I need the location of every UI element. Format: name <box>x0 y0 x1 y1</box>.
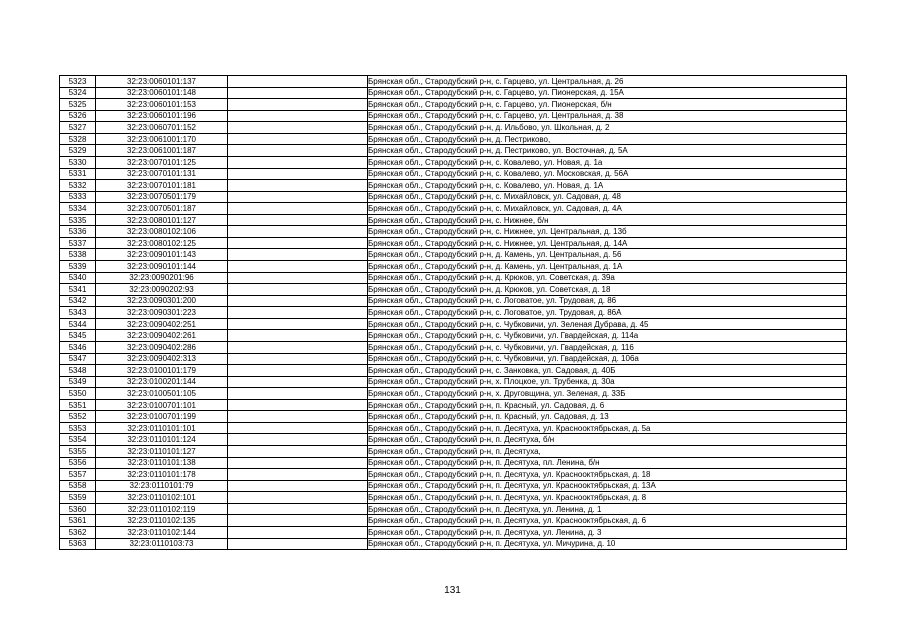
address-cell: Брянская обл., Стародубский р-н, п. Десятуха, ул. Краснооктябрьская, д. 13А <box>368 480 847 492</box>
table-row <box>60 446 847 458</box>
table-row <box>60 480 847 492</box>
cadastral-number-cell: 32:23:0080101:127 <box>96 214 228 226</box>
row-number-cell: 5332 <box>60 180 96 192</box>
address-cell: Брянская обл., Стародубский р-н, п. Десятуха, ул. Краснооктябрьская, д. 6 <box>368 515 847 527</box>
table-row <box>60 422 847 434</box>
table-row <box>60 376 847 388</box>
empty-note-cell <box>228 122 368 134</box>
row-number-cell: 5347 <box>60 353 96 365</box>
cadastral-number-cell: 32:23:0080102:125 <box>96 237 228 249</box>
address-cell: Брянская обл., Стародубский р-н, с. Чубковичи, ул. Гвардейская, д. 114а <box>368 330 847 342</box>
table-row <box>60 133 847 145</box>
table-row <box>60 295 847 307</box>
row-number-cell: 5355 <box>60 446 96 458</box>
empty-note-cell <box>228 376 368 388</box>
row-number-cell: 5340 <box>60 272 96 284</box>
table-row <box>60 226 847 238</box>
row-number-cell: 5349 <box>60 376 96 388</box>
empty-note-cell <box>228 133 368 145</box>
cadastral-number-cell: 32:23:0100701:199 <box>96 411 228 423</box>
empty-note-cell <box>228 87 368 99</box>
address-cell: Брянская обл., Стародубский р-н, с. Гарцево, ул. Центральная, д. 38 <box>368 110 847 122</box>
address-cell: Брянская обл., Стародубский р-н, д. Пестриково, ул. Восточная, д. 5А <box>368 145 847 157</box>
cadastral-number-cell: 32:23:0110101:127 <box>96 446 228 458</box>
address-cell: Брянская обл., Стародубский р-н, с. Чубковичи, ул. Зеленая Дубрава, д. 45 <box>368 318 847 330</box>
address-cell: Брянская обл., Стародубский р-н, д. Крюков, ул. Советская, д. 39а <box>368 272 847 284</box>
table-row <box>60 330 847 342</box>
empty-note-cell <box>228 237 368 249</box>
empty-note-cell <box>228 457 368 469</box>
row-number-cell: 5342 <box>60 295 96 307</box>
cadastral-number-cell: 32:23:0061001:170 <box>96 133 228 145</box>
row-number-cell: 5359 <box>60 492 96 504</box>
cadastral-number-cell: 32:23:0100701:101 <box>96 399 228 411</box>
table-row <box>60 411 847 423</box>
empty-note-cell <box>228 191 368 203</box>
table-row <box>60 469 847 481</box>
table-row <box>60 284 847 296</box>
row-number-cell: 5360 <box>60 503 96 515</box>
address-cell: Брянская обл., Стародубский р-н, с. Занковка, ул. Садовая, д. 40Б <box>368 365 847 377</box>
cadastral-number-cell: 32:23:0110103:73 <box>96 538 228 550</box>
empty-note-cell <box>228 318 368 330</box>
empty-note-cell <box>228 261 368 273</box>
row-number-cell: 5327 <box>60 122 96 134</box>
cadastral-number-cell: 32:23:0090202:93 <box>96 284 228 296</box>
empty-note-cell <box>228 526 368 538</box>
row-number-cell: 5331 <box>60 168 96 180</box>
empty-note-cell <box>228 226 368 238</box>
table-row <box>60 388 847 400</box>
table-row <box>60 145 847 157</box>
address-cell: Брянская обл., Стародубский р-н, с. Нижнее, ул. Центральная, д. 13б <box>368 226 847 238</box>
table-row <box>60 526 847 538</box>
table-row <box>60 203 847 215</box>
cadastral-number-cell: 32:23:0110102:135 <box>96 515 228 527</box>
row-number-cell: 5339 <box>60 261 96 273</box>
cadastral-number-cell: 32:23:0070501:187 <box>96 203 228 215</box>
address-cell: Брянская обл., Стародубский р-н, с. Чубковичи, ул. Гвардейская, д. 106а <box>368 353 847 365</box>
table-row <box>60 261 847 273</box>
table-row <box>60 538 847 550</box>
row-number-cell: 5345 <box>60 330 96 342</box>
empty-note-cell <box>228 365 368 377</box>
address-cell: Брянская обл., Стародубский р-н, с. Михайловск, ул. Садовая, д. 4А <box>368 203 847 215</box>
row-number-cell: 5324 <box>60 87 96 99</box>
row-number-cell: 5354 <box>60 434 96 446</box>
empty-note-cell <box>228 422 368 434</box>
table-row <box>60 168 847 180</box>
cadastral-number-cell: 32:23:0110101:124 <box>96 434 228 446</box>
table-row <box>60 237 847 249</box>
table-row <box>60 307 847 319</box>
address-cell: Брянская обл., Стародубский р-н, х. Плоцкое, ул. Трубенка, д. 30а <box>368 376 847 388</box>
table-row <box>60 434 847 446</box>
table-row <box>60 99 847 111</box>
empty-note-cell <box>228 492 368 504</box>
table-row <box>60 87 847 99</box>
table-row <box>60 110 847 122</box>
cadastral-number-cell: 32:23:0090402:261 <box>96 330 228 342</box>
cadastral-number-cell: 32:23:0100501:105 <box>96 388 228 400</box>
address-cell: Брянская обл., Стародубский р-н, х. Друговщина, ул. Зеленая, д. 33Б <box>368 388 847 400</box>
cadastral-number-cell: 32:23:0090201:96 <box>96 272 228 284</box>
empty-note-cell <box>228 249 368 261</box>
cadastral-number-cell: 32:23:0110102:144 <box>96 526 228 538</box>
address-cell: Брянская обл., Стародубский р-н, д. Камень, ул. Центральная, д. 1А <box>368 261 847 273</box>
cadastral-number-cell: 32:23:0090101:144 <box>96 261 228 273</box>
empty-note-cell <box>228 307 368 319</box>
cadastral-number-cell: 32:23:0070101:125 <box>96 156 228 168</box>
row-number-cell: 5358 <box>60 480 96 492</box>
cadastral-number-cell: 32:23:0100201:144 <box>96 376 228 388</box>
empty-note-cell <box>228 168 368 180</box>
row-number-cell: 5361 <box>60 515 96 527</box>
row-number-cell: 5352 <box>60 411 96 423</box>
cadastral-number-cell: 32:23:0090301:200 <box>96 295 228 307</box>
address-cell: Брянская обл., Стародубский р-н, с. Логоватое, ул. Трудовая, д. 86 <box>368 295 847 307</box>
table-row <box>60 180 847 192</box>
cadastral-number-cell: 32:23:0060101:196 <box>96 110 228 122</box>
cadastral-number-cell: 32:23:0070101:131 <box>96 168 228 180</box>
cadastral-number-cell: 32:23:0110102:101 <box>96 492 228 504</box>
address-cell: Брянская обл., Стародубский р-н, п. Десятуха, ул. Ленина, д. 3 <box>368 526 847 538</box>
empty-note-cell <box>228 503 368 515</box>
address-cell: Брянская обл., Стародубский р-н, с. Нижнее, ул. Центральная, д. 14А <box>368 237 847 249</box>
cadastral-number-cell: 32:23:0110102:119 <box>96 503 228 515</box>
table-row <box>60 122 847 134</box>
empty-note-cell <box>228 353 368 365</box>
cadastral-number-cell: 32:23:0061001:187 <box>96 145 228 157</box>
address-cell: Брянская обл., Стародубский р-н, п. Десятуха, ул. Краснооктябрьская, д. 18 <box>368 469 847 481</box>
row-number-cell: 5333 <box>60 191 96 203</box>
empty-note-cell <box>228 341 368 353</box>
cadastral-number-cell: 32:23:0090402:313 <box>96 353 228 365</box>
row-number-cell: 5350 <box>60 388 96 400</box>
cadastral-number-cell: 32:23:0060101:153 <box>96 99 228 111</box>
address-cell: Брянская обл., Стародубский р-н, п. Десятуха, ул. Ленина, д. 1 <box>368 503 847 515</box>
table-row <box>60 399 847 411</box>
address-cell: Брянская обл., Стародубский р-н, д. Ильбово, ул. Школьная, д. 2 <box>368 122 847 134</box>
cadastral-number-cell: 32:23:0090402:286 <box>96 341 228 353</box>
cadastral-number-cell: 32:23:0110101:79 <box>96 480 228 492</box>
address-cell: Брянская обл., Стародубский р-н, п. Десятуха, ул. Мичурина, д. 10 <box>368 538 847 550</box>
table-row <box>60 515 847 527</box>
empty-note-cell <box>228 76 368 88</box>
address-cell: Брянская обл., Стародубский р-н, п. Десятуха, б/н <box>368 434 847 446</box>
cadastral-number-cell: 32:23:0080102:106 <box>96 226 228 238</box>
cadastral-number-cell: 32:23:0110101:178 <box>96 469 228 481</box>
address-cell: Брянская обл., Стародубский р-н, п. Десятуха, ул. Краснооктябрьская, д. 5а <box>368 422 847 434</box>
table-row <box>60 76 847 88</box>
page-number: 131 <box>444 585 461 596</box>
registry-table-body <box>60 76 847 550</box>
table-row <box>60 341 847 353</box>
table-row <box>60 353 847 365</box>
address-cell: Брянская обл., Стародубский р-н, п. Красный, ул. Садовая, д. 13 <box>368 411 847 423</box>
table-row <box>60 272 847 284</box>
address-cell: Брянская обл., Стародубский р-н, п. Десятуха, <box>368 446 847 458</box>
row-number-cell: 5348 <box>60 365 96 377</box>
cadastral-number-cell: 32:23:0090402:251 <box>96 318 228 330</box>
table-row <box>60 318 847 330</box>
cadastral-number-cell: 32:23:0070101:181 <box>96 180 228 192</box>
empty-note-cell <box>228 538 368 550</box>
row-number-cell: 5363 <box>60 538 96 550</box>
cadastral-number-cell: 32:23:0110101:138 <box>96 457 228 469</box>
address-cell: Брянская обл., Стародубский р-н, с. Логоватое, ул. Трудовая, д. 86А <box>368 307 847 319</box>
cadastral-number-cell: 32:23:0090101:143 <box>96 249 228 261</box>
table-row <box>60 249 847 261</box>
row-number-cell: 5338 <box>60 249 96 261</box>
empty-note-cell <box>228 156 368 168</box>
empty-note-cell <box>228 99 368 111</box>
empty-note-cell <box>228 180 368 192</box>
row-number-cell: 5344 <box>60 318 96 330</box>
row-number-cell: 5337 <box>60 237 96 249</box>
cadastral-number-cell: 32:23:0060101:137 <box>96 76 228 88</box>
address-cell: Брянская обл., Стародубский р-н, с. Нижнее, б/н <box>368 214 847 226</box>
cadastral-number-cell: 32:23:0100101:179 <box>96 365 228 377</box>
empty-note-cell <box>228 434 368 446</box>
empty-note-cell <box>228 469 368 481</box>
row-number-cell: 5329 <box>60 145 96 157</box>
empty-note-cell <box>228 480 368 492</box>
address-cell: Брянская обл., Стародубский р-н, с. Гарцево, ул. Центральная, д. 26 <box>368 76 847 88</box>
row-number-cell: 5325 <box>60 99 96 111</box>
table-row <box>60 492 847 504</box>
row-number-cell: 5351 <box>60 399 96 411</box>
empty-note-cell <box>228 411 368 423</box>
row-number-cell: 5334 <box>60 203 96 215</box>
row-number-cell: 5341 <box>60 284 96 296</box>
empty-note-cell <box>228 110 368 122</box>
empty-note-cell <box>228 203 368 215</box>
empty-note-cell <box>228 446 368 458</box>
address-cell: Брянская обл., Стародубский р-н, п. Десятуха, ул. Краснооктябрьская, д. 8 <box>368 492 847 504</box>
address-cell: Брянская обл., Стародубский р-н, с. Чубковичи, ул. Гвардейская, д. 116 <box>368 341 847 353</box>
address-cell: Брянская обл., Стародубский р-н, с. Гарцево, ул. Пионерская, б/н <box>368 99 847 111</box>
row-number-cell: 5346 <box>60 341 96 353</box>
address-cell: Брянская обл., Стародубский р-н, д. Камень, ул. Центральная, д. 56 <box>368 249 847 261</box>
empty-note-cell <box>228 214 368 226</box>
table-row <box>60 365 847 377</box>
row-number-cell: 5343 <box>60 307 96 319</box>
address-cell: Брянская обл., Стародубский р-н, д. Пестриково, <box>368 133 847 145</box>
empty-note-cell <box>228 284 368 296</box>
property-registry-table <box>59 75 847 550</box>
empty-note-cell <box>228 145 368 157</box>
empty-note-cell <box>228 399 368 411</box>
empty-note-cell <box>228 388 368 400</box>
row-number-cell: 5328 <box>60 133 96 145</box>
empty-note-cell <box>228 515 368 527</box>
address-cell: Брянская обл., Стародубский р-н, с. Ковалево, ул. Новая, д. 1а <box>368 156 847 168</box>
cadastral-number-cell: 32:23:0070501:179 <box>96 191 228 203</box>
table-row <box>60 191 847 203</box>
table-row <box>60 503 847 515</box>
empty-note-cell <box>228 330 368 342</box>
cadastral-number-cell: 32:23:0090301:223 <box>96 307 228 319</box>
cadastral-number-cell: 32:23:0060701:152 <box>96 122 228 134</box>
address-cell: Брянская обл., Стародубский р-н, п. Красный, ул. Садовая, д. 6 <box>368 399 847 411</box>
address-cell: Брянская обл., Стародубский р-н, д. Крюков, ул. Советская, д. 18 <box>368 284 847 296</box>
address-cell: Брянская обл., Стародубский р-н, п. Десятуха, пл. Ленина, б/н <box>368 457 847 469</box>
empty-note-cell <box>228 295 368 307</box>
address-cell: Брянская обл., Стародубский р-н, с. Ковалево, ул. Московская, д. 56А <box>368 168 847 180</box>
cadastral-number-cell: 32:23:0110101:101 <box>96 422 228 434</box>
row-number-cell: 5356 <box>60 457 96 469</box>
row-number-cell: 5330 <box>60 156 96 168</box>
row-number-cell: 5326 <box>60 110 96 122</box>
row-number-cell: 5335 <box>60 214 96 226</box>
row-number-cell: 5353 <box>60 422 96 434</box>
table-row <box>60 457 847 469</box>
table-row <box>60 214 847 226</box>
row-number-cell: 5357 <box>60 469 96 481</box>
row-number-cell: 5362 <box>60 526 96 538</box>
address-cell: Брянская обл., Стародубский р-н, с. Михайловск, ул. Садовая, д. 48 <box>368 191 847 203</box>
address-cell: Брянская обл., Стародубский р-н, с. Гарцево, ул. Пионерская, д. 15А <box>368 87 847 99</box>
row-number-cell: 5336 <box>60 226 96 238</box>
cadastral-number-cell: 32:23:0060101:148 <box>96 87 228 99</box>
row-number-cell: 5323 <box>60 76 96 88</box>
address-cell: Брянская обл., Стародубский р-н, с. Ковалево, ул. Новая, д. 1А <box>368 180 847 192</box>
table-row <box>60 156 847 168</box>
empty-note-cell <box>228 272 368 284</box>
